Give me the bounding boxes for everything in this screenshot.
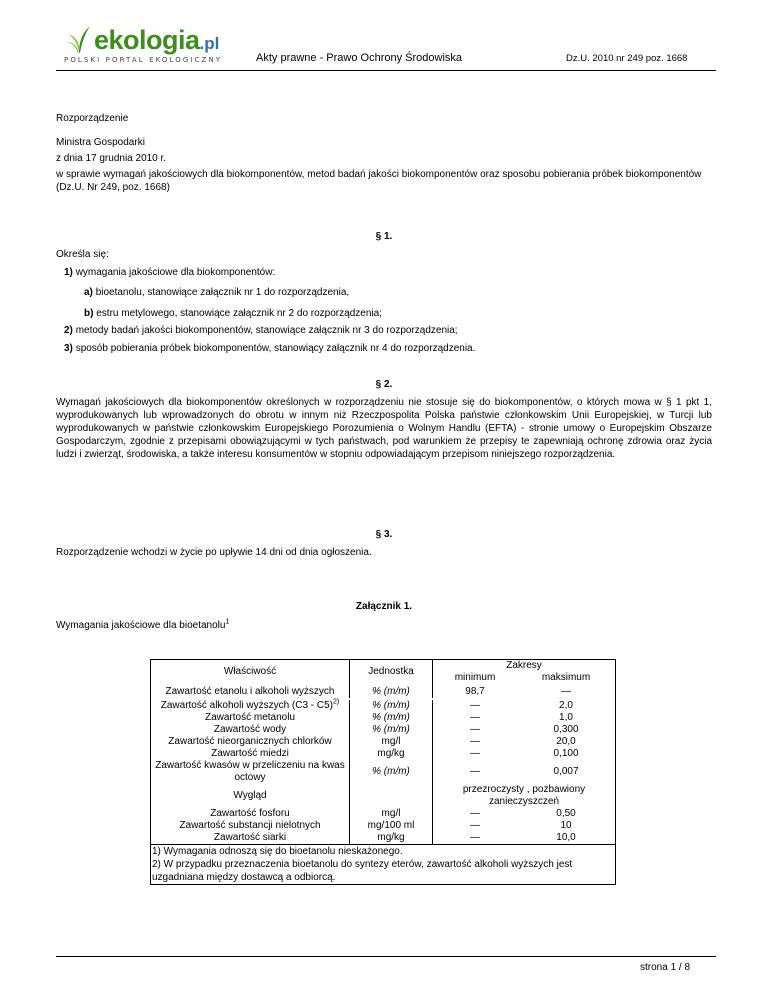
cell-property: Zawartość miedzi <box>151 748 350 760</box>
cell-min: — <box>470 700 480 711</box>
cell-min: — <box>470 832 480 843</box>
cell-max: 0,50 <box>556 808 576 819</box>
table-row <box>151 736 615 748</box>
footer-divider <box>56 956 716 957</box>
table-header-row <box>151 660 615 686</box>
header-unit: Jednostka <box>350 660 433 686</box>
cell-unit: mg/l <box>350 808 433 820</box>
cell-property: Zawartość wody <box>151 724 350 736</box>
cell-property: Zawartość fosforu <box>151 808 350 820</box>
cell-max: 10,0 <box>556 832 576 843</box>
cell-property: Zawartość siarki <box>151 832 350 844</box>
cell-min: — <box>470 766 480 777</box>
cell-unit: % (m/m) <box>350 712 433 724</box>
header-range-sub <box>433 672 615 684</box>
cell-unit: mg/100 ml <box>350 820 433 832</box>
cell-unit: mg/kg <box>350 748 433 760</box>
logo-wordmark: ekologia.pl <box>94 25 220 55</box>
section-2-heading: § 2. <box>375 379 393 390</box>
requirements-table <box>150 659 616 885</box>
section-1-lead: Określa się: <box>56 249 109 260</box>
table-row <box>151 724 615 736</box>
intro-line-1: Rozporządzenie <box>56 113 129 124</box>
page-number: strona 1 / 8 <box>640 962 691 973</box>
table-row <box>151 760 615 784</box>
list-item: b) estru metylowego, stanowiące załącznik nr 2 do rozporządzenia; <box>84 308 382 319</box>
annex-heading: Załącznik 1. <box>355 601 413 612</box>
cell-max: 1,0 <box>559 712 573 723</box>
table-row <box>151 808 615 820</box>
cell-property: Zawartość metanolu <box>151 712 350 724</box>
cell-min: — <box>470 712 480 723</box>
table-row <box>151 832 615 844</box>
cell-min: — <box>470 748 480 759</box>
cell-unit: mg/kg <box>350 832 433 844</box>
cell-unit <box>350 784 433 808</box>
section-2-text: Wymagań jakościowych dla biokomponentów określonych w rozporządzeniu nie stosuje się do biokomponentów, o których mowa w § 1 pkt 1, wyprodukowanych lub wprowadzonych do obrotu w innym niż Rzeczpospolita Polska państwie członkowskim Unii Europejskiej, w Turcji lub wyprodukowanych w państwie członkowskim Europejskiego Porozumienia o Wolnym Handlu (EFTA) - stronie umowy o Europejskim Obszarze Gospodarczym, zgodnie z przepisami obowiązującymi w tych państwach, pod warunkiem że przepisy te zapewniają ochronę zdrowia oraz życia ludzi i zwierząt, środowiska, a także interesu konsumentów w stopniu odpowiadającym przepisom niniejszego rozporządzenia. <box>56 397 712 460</box>
table-row <box>151 686 615 698</box>
list-item: 3) sposób pobierania próbek biokomponentów, stanowiący załącznik nr 4 do rozporządzenia. <box>64 343 476 354</box>
intro-line-2: Ministra Gospodarki <box>56 137 145 148</box>
cell-unit: mg/l <box>350 736 433 748</box>
cell-min: 98,7 <box>465 686 485 697</box>
footnote-2: 2) W przypadku przeznaczenia bioetanolu do syntezy eterów, zawartość alkoholi wyższych jest uzgadniana między dostawcą a odbiorcą. <box>152 859 573 883</box>
cell-max: 2,0 <box>559 700 573 711</box>
header-reference: Dz.U. 2010 nr 249 poz. 1668 <box>566 53 688 64</box>
table-footnotes <box>151 844 615 884</box>
cell-unit: % (m/m) <box>350 760 433 784</box>
logo-tagline: POLSKI PORTAL EKOLOGICZNY <box>64 56 223 64</box>
cell-min: — <box>470 736 480 747</box>
intro-line-3: z dnia 17 grudnia 2010 r. <box>56 153 167 164</box>
cell-max: 10 <box>560 820 572 831</box>
cell-unit: % (m/m) <box>350 700 433 712</box>
header-property: Właściwość <box>151 660 350 686</box>
table-row <box>151 748 615 760</box>
section-1-heading: § 1. <box>375 231 393 242</box>
section-3-heading: § 3. <box>375 529 393 540</box>
annex-subtitle: Wymagania jakościowe dla bioetanolu$^1$ <box>56 618 230 631</box>
header-max: maksimum <box>541 672 591 683</box>
header-range-group <box>433 660 615 686</box>
cell-property: Wygląd <box>151 784 350 808</box>
list-item: 1) wymagania jakościowe dla biokomponentów: <box>64 267 276 278</box>
cell-unit: % (m/m) <box>350 686 433 698</box>
header-min: minimum <box>454 672 496 683</box>
intro-line-4: w sprawie wymagań jakościowych dla biokomponentów, metod badań jakości biokomponentów oraz sposobu pobierania próbek biokomponentów (Dz.U. Nr 249, poz. 1668) <box>56 169 702 193</box>
cell-property: Zawartość kwasów w przeliczeniu na kwas octowy <box>151 760 350 784</box>
header-divider <box>56 70 716 71</box>
cell-max: 20,0 <box>556 736 576 747</box>
table-row <box>151 712 615 724</box>
cell-property: Zawartość nieorganicznych chlorków <box>151 736 350 748</box>
cell-max: 0,100 <box>553 748 579 759</box>
header-range: Zakresy <box>506 660 542 671</box>
table-row <box>151 820 615 832</box>
cell-min: — <box>470 820 480 831</box>
table-row <box>151 698 615 712</box>
cell-property: Zawartość etanolu i alkoholi wyższych <box>151 686 350 698</box>
table-row <box>151 784 615 808</box>
cell-merged: przezroczysty , pozbawiony zanieczyszczeń <box>462 784 586 807</box>
footnote-1: 1) Wymagania odnoszą się do bioetanolu nieskażonego. <box>152 846 403 857</box>
cell-max: 0,007 <box>553 766 579 777</box>
cell-min: — <box>470 808 480 819</box>
site-logo[interactable] <box>60 22 238 70</box>
cell-property: Zawartość substancji nielotnych <box>151 820 350 832</box>
cell-max: — <box>561 686 571 697</box>
cell-min: — <box>470 724 480 735</box>
list-item: a) bioetanolu, stanowiące załącznik nr 1 do rozporządzenia, <box>84 287 350 298</box>
header-title: Akty prawne - Prawo Ochrony Środowiska <box>256 52 463 64</box>
cell-unit: % (m/m) <box>350 724 433 736</box>
section-3-text: Rozporządzenie wchodzi w życie po upływie 14 dni od dnia ogłoszenia. <box>56 547 372 558</box>
list-item: 2) metody badań jakości biokomponentów, stanowiące załącznik nr 3 do rozporządzenia; <box>64 325 458 336</box>
cell-property: Zawartość alkoholi wyższych (C3 - C5)$^{2)}$ <box>151 700 350 712</box>
cell-max: 0,300 <box>553 724 579 735</box>
leaf-icon <box>66 24 92 54</box>
